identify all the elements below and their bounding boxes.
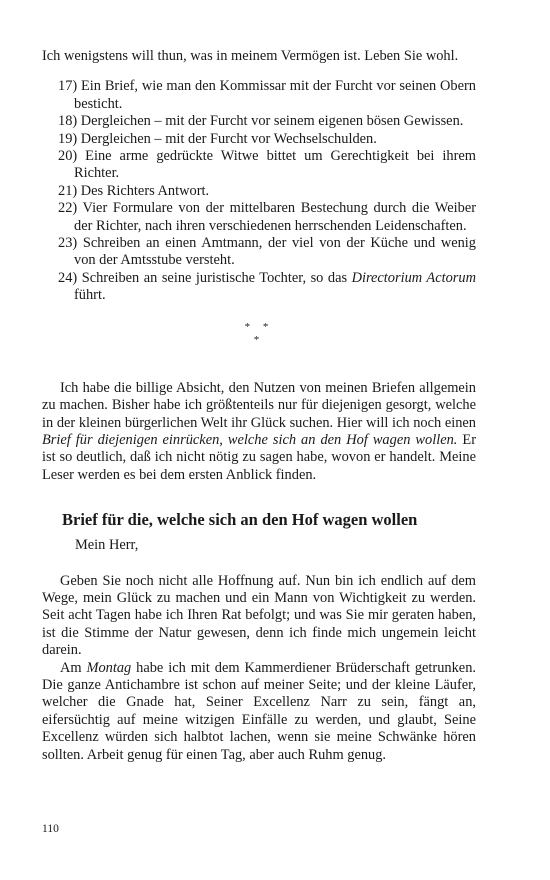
list-item-17: 17) Ein Brief, wie man den Kommissar mit der Furcht vor seinen Obern besticht.	[58, 78, 476, 112]
intro-paragraph: Ich wenigstens will thun, was in meinem Vermögen ist. Leben Sie wohl.	[42, 48, 459, 64]
list-item-18: 18) Dergleichen – mit der Furcht vor seinem eigenen bösen Gewissen.	[58, 113, 464, 130]
body-paragraph-3-text: habe ich mit dem Kammerdiener Brüderschaft getrunken. Die ganze Antichambre ist schon auf meiner Seite; und der kleine Läufer, welcher die Gnade hat, Seiner Excellenz Narr zu sein, fängt an, eifersüchtig auf meine witzigen Einfälle zu werden, und glaubt, Seine Excellenz würden sich halbtot lachen, wenn sie meine Schwänke hören sollten. Arbeit genug für einen Tag, aber auch Ruhm genug.	[42, 659, 476, 763]
list-item-20: 20) Eine arme gedrückte Witwe bittet um Gerechtigkeit bei ihrem Richter.	[58, 148, 476, 182]
divider-stars-bottom: *	[253, 333, 265, 346]
body-paragraph-3-italic: Montag	[86, 659, 132, 676]
list-item-21: 21) Des Richters Antwort.	[58, 182, 210, 199]
letter-salutation: Mein Herr,	[75, 537, 139, 554]
body-paragraph-2: Geben Sie noch nicht alle Hoffnung auf. Nun bin ich endlich auf dem Wege, mein Glück zu machen und ein Mann von Wichtigkeit zu werden. Seit acht Tagen habe ich Ihren Rat befolgt; und was Sie mir geraten haben, ist die Stimme der Natur gewesen, denn ich finde mich ungemein leicht darein.	[42, 572, 476, 659]
list-item-19: 19) Dergleichen – mit der Furcht vor Wechselschulden.	[58, 130, 377, 147]
body-paragraph-1-text: Ich habe die billige Absicht, den Nutzen von meinen Briefen allgemein zu machen. Bisher habe ich größtenteils nur für diejenigen gesorgt, welche in der kleinen bürgerlichen Welt ihr Glück suchen. Hier will ich noch einen	[42, 379, 476, 431]
section-divider	[42, 321, 476, 347]
body-paragraph-1-end: Er ist so deutlich, daß ich nicht nötig zu sagen habe, wovon er handelt. Meine Leser werden es bei dem ersten Anblick finden.	[42, 431, 477, 483]
letter-list	[42, 78, 476, 304]
list-item-22: 22) Vier Formulare von der mittelbaren Bestechung durch die Weiber der Richter, nach ihren verschiedenen herrschenden Leidenschaften.	[58, 200, 476, 234]
body-paragraph-1	[42, 380, 476, 484]
page-body	[42, 48, 476, 764]
body-paragraph-3	[42, 660, 476, 764]
list-item-24-text: 24) Schreiben an seine juristische Tochter, so das	[58, 269, 352, 286]
divider-stars-top: * *	[244, 320, 274, 333]
list-item-23: 23) Schreiben an einen Amtmann, der viel von der Küche und wenig von der Amtsstube versteht.	[58, 235, 476, 269]
letter-heading: Brief für die, welche sich an den Hof wagen wollen	[62, 510, 418, 530]
page-number: 110	[42, 823, 59, 835]
list-item-24-italic: Directorium Actorum	[351, 269, 476, 286]
list-item-24-end: führt.	[74, 287, 106, 304]
list-item-24	[42, 270, 476, 305]
body-paragraph-1-italic: Brief für diejenigen einrücken, welche sich an den Hof wagen wollen.	[42, 431, 458, 448]
body-paragraph-3-start: Am	[60, 659, 87, 676]
